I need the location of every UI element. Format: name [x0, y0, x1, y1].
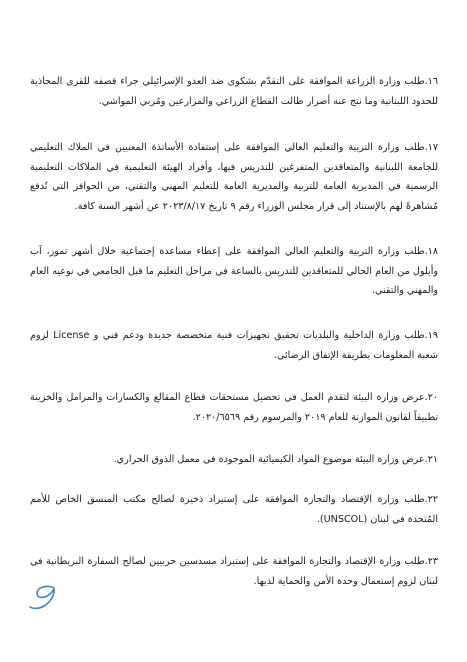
item-number: ١٦. [424, 76, 438, 87]
item-number: ١٩. [424, 330, 438, 341]
agenda-item-18 [30, 242, 438, 301]
item-number: ٢٠. [424, 392, 438, 403]
agenda-item-22 [30, 490, 438, 529]
item-number: ٢٢. [424, 494, 438, 505]
item-number: ٢١. [424, 454, 438, 465]
item-number: ١٧. [424, 142, 438, 153]
agenda-item-20 [30, 388, 438, 427]
item-text: عرض وزارة البيئة لتقدم العمل في تحصيل مستحقات قطاع المقالع والكسارات والمرامل والخزينة تطبيقاً لقانون الموازنة للعام ٢٠١٩ والمرسوم رقم ٢٠٢٠/٦٥٦٩. [30, 392, 438, 423]
agenda-item-19 [30, 326, 438, 365]
agenda-item-23 [30, 552, 438, 591]
agenda-item-21 [30, 450, 438, 470]
item-text: طلب وزارة التربية والتعليم العالي الموافقة على إستفادة الأساتذة المعنيين في الملاك التعليمي للجامعة اللبنانية والمتعاقدين المتفرغين للتدريس فيها، وأفراد الهيئة التعليمية في الملاكات التعليمية الرسمية في المديرية العامة للتربية والمديرية العامة للتعليم المهني والتقني، من الحوافز التي تُدفع مُشاهرةً لهم بالإستناد إلى قرار مجلس الوزراء رقم ٩ تاريخ ٢٠٢٣/٨/١٧ عن أشهر السنة كافة. [30, 142, 438, 212]
item-text: طلب وزارة الإقتصاد والتجارة الموافقة على إستيراد مسدسين حربيين لصالح السفارة البريطانية في لبنان لزوم إستعمال وحدة الأمن والحماية لديها. [30, 556, 438, 587]
signature-mark [24, 578, 70, 614]
item-number: ١٨. [424, 246, 438, 257]
agenda-item-16 [30, 72, 438, 111]
item-text: طلب وزارة الداخلية والبلديات تحقيق تجهيزات فنية متخصصة جديدة ودعم فني و License لزوم شعبة المعلومات بطريقة الإتفاق الرضائي. [30, 330, 438, 361]
agenda-item-17 [30, 138, 438, 216]
item-text: طلب وزارة الزراعة الموافقة على التقدّم بشكوى ضد العدو الإسرائيلي جراء قصفه للقرى المحاذية للحدود اللبنانية وما نتج عنه أضرار طالت القطاع الزراعي والمزارعين ومُربي المواشي. [30, 76, 438, 107]
item-text: طلب وزارة الإقتصاد والتجارة الموافقة على إستيراد ذخيرة لصالح مكتب المنسق الخاص للأمم المُتحدة في لبنان (UNSCOL). [30, 494, 438, 525]
item-text: عرض وزارة البيئة موضوع المواد الكيميائية الموجودة في معمل الذوق الحراري. [113, 454, 425, 465]
item-number: ٢٣. [424, 556, 438, 567]
item-text: طلب وزارة التربية والتعليم العالي الموافقة على إعطاء مساعدة إجتماعية خلال أشهر تموز، آب وأيلول من العام الحالي للمتعاقدين للتدريس بالساعة في مراحل التعليم ما قبل الجامعي في نوعيه العام والمهني والتقني. [30, 246, 438, 296]
